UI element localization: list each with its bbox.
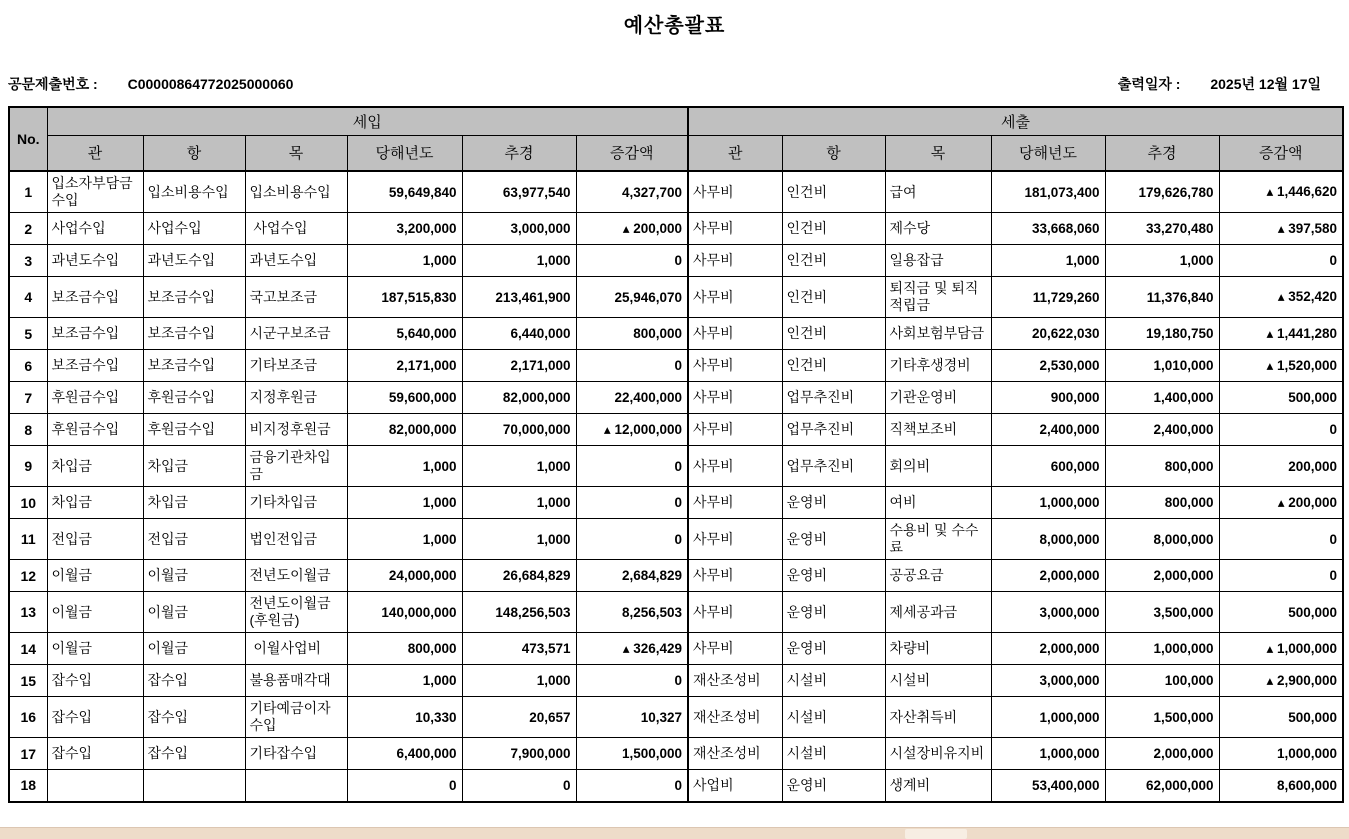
- row-number: 11: [9, 519, 47, 560]
- row-number: 5: [9, 318, 47, 350]
- expense-revised: 2,400,000: [1105, 414, 1219, 446]
- income-mok: 기타잡수입: [245, 738, 347, 770]
- expense-change: ▴ 200,000: [1219, 487, 1343, 519]
- income-revised: 63,977,540: [462, 171, 576, 213]
- expense-gwan: 사무비: [688, 382, 782, 414]
- group-header-income: 세입: [47, 107, 688, 135]
- budget-summary-table: [8, 106, 1344, 803]
- expense-revised: 3,500,000: [1105, 592, 1219, 633]
- expense-mok: 수용비 및 수수료: [885, 519, 991, 560]
- income-hang: [143, 770, 245, 802]
- expense-revised: 19,180,750: [1105, 318, 1219, 350]
- income-gwan: 이월금: [47, 560, 143, 592]
- income-gwan: 사업수입: [47, 213, 143, 245]
- expense-current: 3,000,000: [991, 665, 1105, 697]
- income-gwan: 이월금: [47, 633, 143, 665]
- expense-mok: 직책보조비: [885, 414, 991, 446]
- col-header-expense-current: 당해년도: [991, 135, 1105, 171]
- income-revised: 26,684,829: [462, 560, 576, 592]
- col-header-income-revised: 추경: [462, 135, 576, 171]
- expense-change: 8,600,000: [1219, 770, 1343, 802]
- expense-hang: 운영비: [782, 633, 885, 665]
- income-hang: 잡수입: [143, 697, 245, 738]
- expense-hang: 인건비: [782, 245, 885, 277]
- expense-gwan: 사무비: [688, 446, 782, 487]
- expense-gwan: 사무비: [688, 592, 782, 633]
- income-gwan: 차입금: [47, 446, 143, 487]
- expense-mok: 차량비: [885, 633, 991, 665]
- table-row: [9, 697, 1343, 738]
- table-row: [9, 592, 1343, 633]
- income-gwan: 후원금수입: [47, 414, 143, 446]
- expense-current: 1,000,000: [991, 487, 1105, 519]
- income-mok: 시군구보조금: [245, 318, 347, 350]
- expense-revised: 2,000,000: [1105, 560, 1219, 592]
- expense-mok: 시설비: [885, 665, 991, 697]
- row-number: 17: [9, 738, 47, 770]
- expense-hang: 인건비: [782, 318, 885, 350]
- row-number: 7: [9, 382, 47, 414]
- expense-change: ▴ 1,441,280: [1219, 318, 1343, 350]
- income-mok: 비지정후원금: [245, 414, 347, 446]
- income-mok: 전년도이월금(후원금): [245, 592, 347, 633]
- expense-hang: 시설비: [782, 665, 885, 697]
- income-gwan: 보조금수입: [47, 350, 143, 382]
- expense-hang: 업무추진비: [782, 446, 885, 487]
- expense-current: 8,000,000: [991, 519, 1105, 560]
- income-revised: 70,000,000: [462, 414, 576, 446]
- col-header-expense-change: 증감액: [1219, 135, 1343, 171]
- income-change: 0: [576, 519, 688, 560]
- income-mok: 기타차입금: [245, 487, 347, 519]
- col-header-income-hang: 항: [143, 135, 245, 171]
- expense-revised: 8,000,000: [1105, 519, 1219, 560]
- income-change: 0: [576, 665, 688, 697]
- expense-revised: 800,000: [1105, 487, 1219, 519]
- expense-gwan: 재산조성비: [688, 697, 782, 738]
- income-revised: 148,256,503: [462, 592, 576, 633]
- row-number: 6: [9, 350, 47, 382]
- expense-gwan: 사무비: [688, 414, 782, 446]
- income-revised: 1,000: [462, 446, 576, 487]
- income-revised: 1,000: [462, 519, 576, 560]
- expense-hang: 인건비: [782, 171, 885, 213]
- expense-hang: 인건비: [782, 213, 885, 245]
- income-gwan: 이월금: [47, 592, 143, 633]
- expense-change: ▴ 1,520,000: [1219, 350, 1343, 382]
- income-revised: 6,440,000: [462, 318, 576, 350]
- expense-gwan: 사무비: [688, 171, 782, 213]
- income-revised: 1,000: [462, 665, 576, 697]
- expense-revised: 800,000: [1105, 446, 1219, 487]
- row-number: 4: [9, 277, 47, 318]
- income-hang: 이월금: [143, 592, 245, 633]
- income-gwan: 과년도수입: [47, 245, 143, 277]
- expense-change: 0: [1219, 245, 1343, 277]
- expense-mok: 급여: [885, 171, 991, 213]
- doc-number: [8, 74, 293, 94]
- income-current: 6,400,000: [347, 738, 462, 770]
- income-mok: 국고보조금: [245, 277, 347, 318]
- income-current: 24,000,000: [347, 560, 462, 592]
- expense-revised: 100,000: [1105, 665, 1219, 697]
- table-row: [9, 738, 1343, 770]
- expense-revised: 1,000,000: [1105, 633, 1219, 665]
- expense-gwan: 사무비: [688, 318, 782, 350]
- expense-current: 2,530,000: [991, 350, 1105, 382]
- row-number: 10: [9, 487, 47, 519]
- expense-current: 1,000,000: [991, 738, 1105, 770]
- income-change: 25,946,070: [576, 277, 688, 318]
- income-current: 10,330: [347, 697, 462, 738]
- expense-change: ▴ 1,446,620: [1219, 171, 1343, 213]
- expense-hang: 운영비: [782, 770, 885, 802]
- expense-mok: 사회보험부담금: [885, 318, 991, 350]
- income-gwan: 입소자부담금수입: [47, 171, 143, 213]
- expense-change: 500,000: [1219, 697, 1343, 738]
- print-date-label: 출력일자 :: [1117, 76, 1181, 92]
- table-row: [9, 519, 1343, 560]
- income-gwan: 후원금수입: [47, 382, 143, 414]
- expense-revised: 1,000: [1105, 245, 1219, 277]
- income-gwan: 보조금수입: [47, 277, 143, 318]
- col-header-expense-mok: 목: [885, 135, 991, 171]
- income-gwan: [47, 770, 143, 802]
- expense-gwan: 사무비: [688, 560, 782, 592]
- group-header-expense: 세출: [688, 107, 1343, 135]
- income-change: 0: [576, 446, 688, 487]
- income-mok: 이월사업비: [245, 633, 347, 665]
- expense-current: 53,400,000: [991, 770, 1105, 802]
- row-number: 1: [9, 171, 47, 213]
- income-revised: 20,657: [462, 697, 576, 738]
- row-number: 13: [9, 592, 47, 633]
- income-current: 0: [347, 770, 462, 802]
- expense-change: 200,000: [1219, 446, 1343, 487]
- income-hang: 이월금: [143, 633, 245, 665]
- table-row: [9, 382, 1343, 414]
- income-mok: 불용품매각대: [245, 665, 347, 697]
- expense-mok: 생계비: [885, 770, 991, 802]
- income-gwan: 잡수입: [47, 738, 143, 770]
- income-mok: 과년도수입: [245, 245, 347, 277]
- income-change: ▴ 12,000,000: [576, 414, 688, 446]
- expense-gwan: 사무비: [688, 245, 782, 277]
- income-current: 59,600,000: [347, 382, 462, 414]
- income-current: 3,200,000: [347, 213, 462, 245]
- col-header-expense-revised: 추경: [1105, 135, 1219, 171]
- table-row: [9, 770, 1343, 802]
- expense-mok: 공공요금: [885, 560, 991, 592]
- income-hang: 과년도수입: [143, 245, 245, 277]
- income-revised: 1,000: [462, 245, 576, 277]
- expense-hang: 인건비: [782, 277, 885, 318]
- expense-mok: 시설장비유지비: [885, 738, 991, 770]
- expense-current: 2,000,000: [991, 560, 1105, 592]
- col-header-income-gwan: 관: [47, 135, 143, 171]
- table-row: [9, 487, 1343, 519]
- income-revised: 1,000: [462, 487, 576, 519]
- income-gwan: 전입금: [47, 519, 143, 560]
- income-mok: 기타보조금: [245, 350, 347, 382]
- income-change: 1,500,000: [576, 738, 688, 770]
- income-change: 800,000: [576, 318, 688, 350]
- income-change: 2,684,829: [576, 560, 688, 592]
- income-hang: 전입금: [143, 519, 245, 560]
- expense-change: 500,000: [1219, 382, 1343, 414]
- expense-revised: 33,270,480: [1105, 213, 1219, 245]
- col-header-income-current: 당해년도: [347, 135, 462, 171]
- expense-mok: 회의비: [885, 446, 991, 487]
- income-gwan: 잡수입: [47, 697, 143, 738]
- expense-revised: 1,500,000: [1105, 697, 1219, 738]
- col-header-no: No.: [9, 107, 47, 171]
- income-hang: 잡수입: [143, 738, 245, 770]
- expense-change: ▴ 2,900,000: [1219, 665, 1343, 697]
- expense-revised: 179,626,780: [1105, 171, 1219, 213]
- expense-hang: 운영비: [782, 519, 885, 560]
- row-number: 14: [9, 633, 47, 665]
- expense-mok: 기타후생경비: [885, 350, 991, 382]
- income-current: 1,000: [347, 519, 462, 560]
- print-date: [1118, 74, 1321, 94]
- row-number: 9: [9, 446, 47, 487]
- expense-gwan: 재산조성비: [688, 738, 782, 770]
- expense-gwan: 사무비: [688, 519, 782, 560]
- expense-gwan: 사무비: [688, 633, 782, 665]
- expense-change: ▴ 1,000,000: [1219, 633, 1343, 665]
- income-gwan: 잡수입: [47, 665, 143, 697]
- expense-current: 1,000,000: [991, 697, 1105, 738]
- row-number: 3: [9, 245, 47, 277]
- table-row: [9, 560, 1343, 592]
- expense-hang: 시설비: [782, 697, 885, 738]
- income-change: 4,327,700: [576, 171, 688, 213]
- table-row: [9, 213, 1343, 245]
- table-row: [9, 633, 1343, 665]
- expense-change: ▴ 397,580: [1219, 213, 1343, 245]
- expense-gwan: 재산조성비: [688, 665, 782, 697]
- income-mok: [245, 770, 347, 802]
- table-row: [9, 665, 1343, 697]
- scrollbar-thumb[interactable]: [905, 829, 967, 839]
- income-current: 1,000: [347, 487, 462, 519]
- table-row: [9, 318, 1343, 350]
- income-mok: 법인전입금: [245, 519, 347, 560]
- income-hang: 후원금수입: [143, 382, 245, 414]
- income-hang: 보조금수입: [143, 350, 245, 382]
- col-header-expense-gwan: 관: [688, 135, 782, 171]
- income-mok: 지정후원금: [245, 382, 347, 414]
- row-number: 15: [9, 665, 47, 697]
- expense-change: 500,000: [1219, 592, 1343, 633]
- row-number: 8: [9, 414, 47, 446]
- income-change: 0: [576, 770, 688, 802]
- expense-mok: 제수당: [885, 213, 991, 245]
- expense-gwan: 사무비: [688, 213, 782, 245]
- col-header-expense-hang: 항: [782, 135, 885, 171]
- expense-gwan: 사무비: [688, 350, 782, 382]
- expense-current: 2,000,000: [991, 633, 1105, 665]
- income-current: 5,640,000: [347, 318, 462, 350]
- row-number: 12: [9, 560, 47, 592]
- income-gwan: 보조금수입: [47, 318, 143, 350]
- income-hang: 후원금수입: [143, 414, 245, 446]
- income-hang: 차입금: [143, 446, 245, 487]
- income-current: 1,000: [347, 665, 462, 697]
- income-current: 1,000: [347, 245, 462, 277]
- expense-mok: 기관운영비: [885, 382, 991, 414]
- income-hang: 보조금수입: [143, 277, 245, 318]
- expense-current: 20,622,030: [991, 318, 1105, 350]
- table-row: [9, 350, 1343, 382]
- expense-mok: 자산취득비: [885, 697, 991, 738]
- table-row: [9, 245, 1343, 277]
- table-row: [9, 277, 1343, 318]
- income-current: 82,000,000: [347, 414, 462, 446]
- income-revised: 82,000,000: [462, 382, 576, 414]
- income-current: 187,515,830: [347, 277, 462, 318]
- expense-revised: 1,010,000: [1105, 350, 1219, 382]
- expense-revised: 62,000,000: [1105, 770, 1219, 802]
- expense-hang: 운영비: [782, 487, 885, 519]
- income-change: 8,256,503: [576, 592, 688, 633]
- expense-current: 900,000: [991, 382, 1105, 414]
- income-change: ▴ 326,429: [576, 633, 688, 665]
- income-revised: 3,000,000: [462, 213, 576, 245]
- income-current: 59,649,840: [347, 171, 462, 213]
- expense-current: 33,668,060: [991, 213, 1105, 245]
- expense-gwan: 사무비: [688, 277, 782, 318]
- expense-hang: 인건비: [782, 350, 885, 382]
- income-hang: 이월금: [143, 560, 245, 592]
- income-hang: 차입금: [143, 487, 245, 519]
- income-mok: 전년도이월금: [245, 560, 347, 592]
- expense-gwan: 사업비: [688, 770, 782, 802]
- income-change: ▴ 200,000: [576, 213, 688, 245]
- expense-current: 600,000: [991, 446, 1105, 487]
- income-mok: 사업수입: [245, 213, 347, 245]
- income-change: 0: [576, 350, 688, 382]
- income-mok: 입소비용수입: [245, 171, 347, 213]
- table-row: [9, 446, 1343, 487]
- expense-change: 0: [1219, 560, 1343, 592]
- income-hang: 잡수입: [143, 665, 245, 697]
- expense-change: 0: [1219, 414, 1343, 446]
- print-date-value: 2025년 12월 17일: [1210, 76, 1321, 92]
- income-mok: 금융기관차입금: [245, 446, 347, 487]
- expense-current: 2,400,000: [991, 414, 1105, 446]
- col-header-income-mok: 목: [245, 135, 347, 171]
- income-change: 10,327: [576, 697, 688, 738]
- expense-change: 0: [1219, 519, 1343, 560]
- expense-gwan: 사무비: [688, 487, 782, 519]
- expense-hang: 업무추진비: [782, 414, 885, 446]
- income-revised: 2,171,000: [462, 350, 576, 382]
- page-title: 예산총괄표: [623, 15, 726, 37]
- row-number: 16: [9, 697, 47, 738]
- expense-hang: 운영비: [782, 592, 885, 633]
- expense-mok: 제세공과금: [885, 592, 991, 633]
- income-revised: 0: [462, 770, 576, 802]
- income-revised: 473,571: [462, 633, 576, 665]
- income-current: 2,171,000: [347, 350, 462, 382]
- expense-change: 1,000,000: [1219, 738, 1343, 770]
- income-change: 0: [576, 245, 688, 277]
- income-change: 22,400,000: [576, 382, 688, 414]
- income-change: 0: [576, 487, 688, 519]
- expense-hang: 운영비: [782, 560, 885, 592]
- expense-mok: 일용잡급: [885, 245, 991, 277]
- horizontal-scrollbar[interactable]: [0, 827, 1349, 839]
- expense-revised: 1,400,000: [1105, 382, 1219, 414]
- income-hang: 입소비용수입: [143, 171, 245, 213]
- expense-hang: 시설비: [782, 738, 885, 770]
- expense-current: 3,000,000: [991, 592, 1105, 633]
- income-hang: 보조금수입: [143, 318, 245, 350]
- row-number: 2: [9, 213, 47, 245]
- expense-current: 1,000: [991, 245, 1105, 277]
- expense-mok: 여비: [885, 487, 991, 519]
- income-current: 800,000: [347, 633, 462, 665]
- expense-change: ▴ 352,420: [1219, 277, 1343, 318]
- doc-number-value: C00000864772025000060: [127, 76, 294, 92]
- income-hang: 사업수입: [143, 213, 245, 245]
- col-header-income-change: 증감액: [576, 135, 688, 171]
- table-row: [9, 171, 1343, 213]
- income-revised: 7,900,000: [462, 738, 576, 770]
- meta-row: [0, 76, 1349, 94]
- expense-mok: 퇴직금 및 퇴직적립금: [885, 277, 991, 318]
- income-current: 140,000,000: [347, 592, 462, 633]
- income-current: 1,000: [347, 446, 462, 487]
- expense-current: 11,729,260: [991, 277, 1105, 318]
- expense-revised: 2,000,000: [1105, 738, 1219, 770]
- expense-current: 181,073,400: [991, 171, 1105, 213]
- expense-hang: 업무추진비: [782, 382, 885, 414]
- income-gwan: 차입금: [47, 487, 143, 519]
- doc-number-label: 공문제출번호 :: [8, 76, 98, 92]
- row-number: 18: [9, 770, 47, 802]
- table-row: [9, 414, 1343, 446]
- income-revised: 213,461,900: [462, 277, 576, 318]
- income-mok: 기타예금이자수입: [245, 697, 347, 738]
- expense-revised: 11,376,840: [1105, 277, 1219, 318]
